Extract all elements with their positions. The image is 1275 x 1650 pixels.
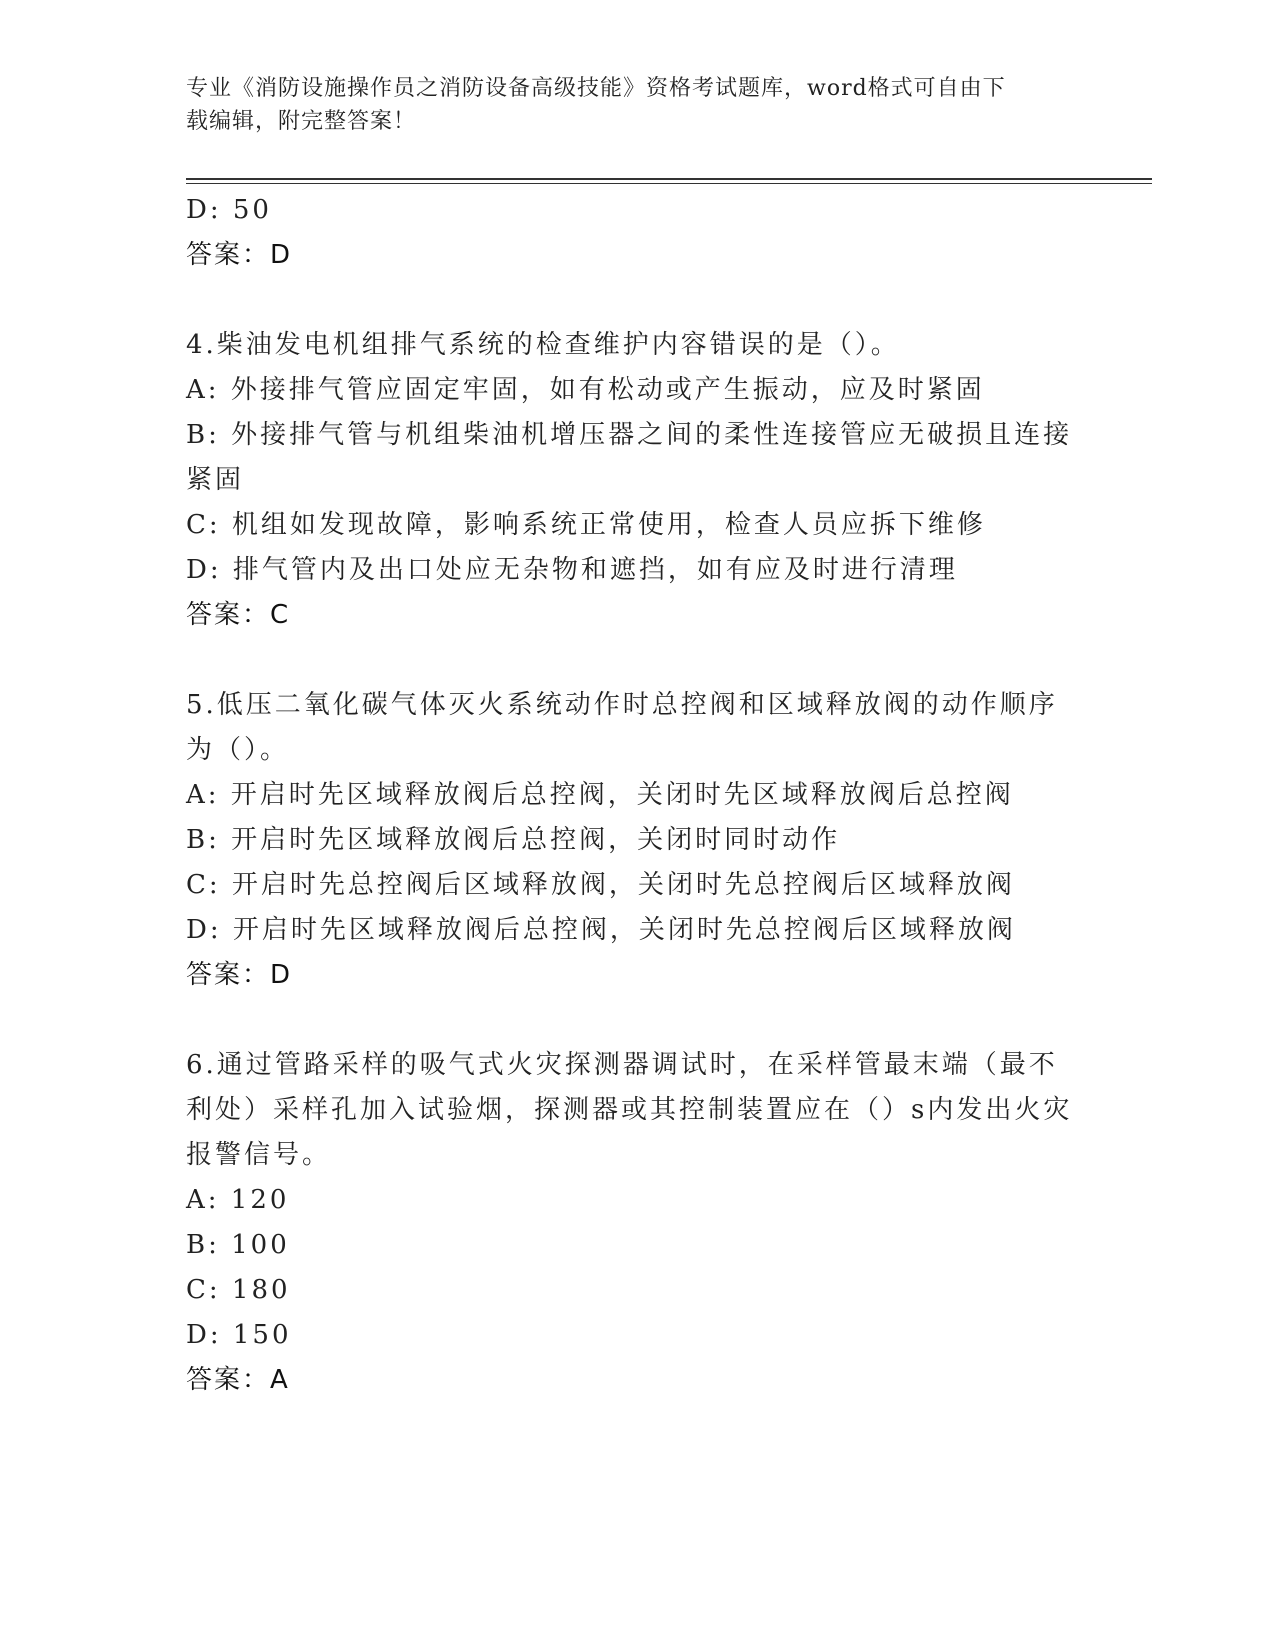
q4-option-b-line-1: B: 外接排气管与机组柴油机增压器之间的柔性连接管应无破损且连接	[186, 420, 1073, 450]
q6-title-line-1: 6.通过管路采样的吸气式火灾探测器调试时，在采样管最末端（最不	[186, 1050, 1058, 1080]
spacer	[186, 998, 1086, 1043]
q5-option-d: D: 开启时先区域释放阀后总控阀，关闭时先总控阀后区域释放阀	[186, 915, 1016, 945]
q5-title-line-2: 为（）。	[186, 735, 290, 765]
q5-title-line-1: 5.低压二氧化碳气体灭火系统动作时总控阀和区域释放阀的动作顺序	[186, 690, 1058, 720]
q5-answer: 答案：D	[186, 960, 293, 990]
q4-answer: 答案：C	[186, 600, 291, 630]
q6-option-c: C: 180	[186, 1275, 291, 1305]
q6-option-a: A: 120	[186, 1185, 290, 1215]
spacer	[186, 278, 1086, 323]
header-divider-thin	[186, 183, 1152, 184]
q5-option-a: A: 开启时先区域释放阀后总控阀，关闭时先区域释放阀后总控阀	[186, 780, 1014, 810]
q3-option-d: D: 50	[186, 195, 272, 225]
q6-option-b: B: 100	[186, 1230, 290, 1260]
document-header	[186, 72, 1066, 138]
spacer	[186, 638, 1086, 683]
q4-option-c: C: 机组如发现故障，影响系统正常使用，检查人员应拆下维修	[186, 510, 986, 540]
q6-answer: 答案：A	[186, 1365, 290, 1395]
q3-answer: 答案：D	[186, 240, 293, 270]
q6-option-d: D: 150	[186, 1320, 292, 1350]
q6-title-line-3: 报警信号。	[186, 1140, 332, 1170]
q4-option-a: A: 外接排气管应固定牢固，如有松动或产生振动，应及时紧固	[186, 375, 985, 405]
question-content	[186, 188, 1086, 1403]
q4-option-d: D: 排气管内及出口处应无杂物和遮挡，如有应及时进行清理	[186, 555, 958, 585]
q6-title-line-2: 利处）采样孔加入试验烟，探测器或其控制装置应在（）s内发出火灾	[186, 1095, 1073, 1125]
q4-title: 4.柴油发电机组排气系统的检查维护内容错误的是（）。	[186, 330, 900, 360]
header-line-1: 专业《消防设施操作员之消防设备高级技能》资格考试题库，word格式可自由下	[186, 76, 1006, 101]
header-line-2: 载编辑，附完整答案！	[186, 109, 417, 134]
q4-option-b-line-2: 紧固	[186, 465, 245, 495]
q5-option-c: C: 开启时先总控阀后区域释放阀，关闭时先总控阀后区域释放阀	[186, 870, 1015, 900]
header-divider-thick	[186, 178, 1152, 180]
q5-option-b: B: 开启时先区域释放阀后总控阀，关闭时同时动作	[186, 825, 841, 855]
